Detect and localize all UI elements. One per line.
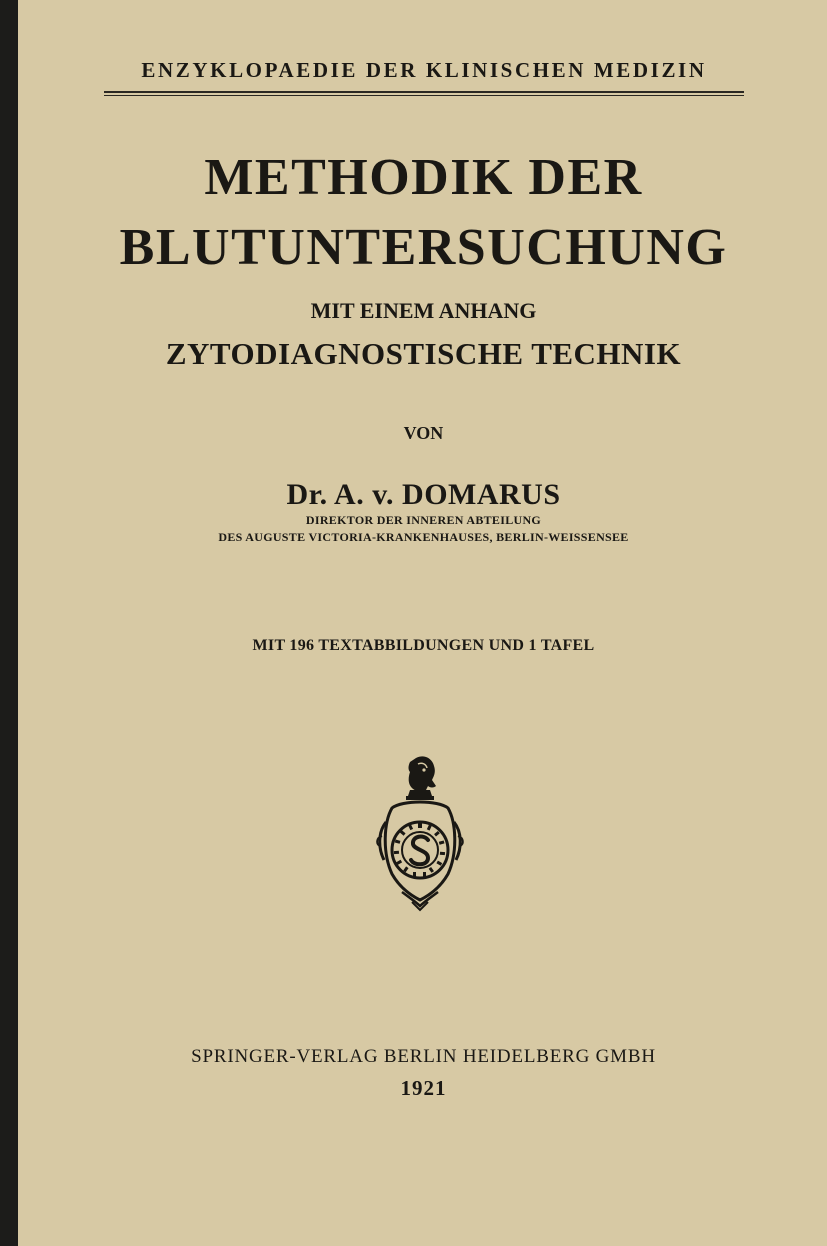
appendix-intro: MIT EINEM ANHANG bbox=[310, 298, 537, 323]
author-affiliation-line-1: DIREKTOR DER INNEREN ABTEILUNG bbox=[305, 513, 542, 527]
appendix-title: ZYTODIAGNOSTISCHE TECHNIK bbox=[165, 336, 682, 371]
publication-year: 1921 bbox=[400, 1076, 447, 1100]
publisher-name: SPRINGER-VERLAG BERLIN HEIDELBERG GMBH bbox=[191, 1046, 656, 1067]
by-label: VON bbox=[403, 423, 444, 443]
author-affiliation-line-2: DES AUGUSTE VICTORIA-KRANKENHAUSES, BERLIN-WEISSENSEE bbox=[218, 530, 629, 544]
series-rule-thin bbox=[104, 95, 744, 96]
springer-knight-logo-icon bbox=[372, 752, 468, 912]
spine-edge bbox=[0, 0, 18, 1246]
author-name: Dr. A. v. DOMARUS bbox=[286, 478, 561, 511]
series-title: ENZYKLOPAEDIE DER KLINISCHEN MEDIZIN bbox=[141, 58, 707, 82]
book-title-line-1: METHODIK DER bbox=[204, 149, 643, 206]
book-title-line-2: BLUTUNTERSUCHUNG bbox=[119, 219, 728, 276]
illustrations-note: MIT 196 TEXTABBILDUNGEN UND 1 TAFEL bbox=[252, 637, 595, 654]
series-rule-thick bbox=[104, 91, 744, 93]
